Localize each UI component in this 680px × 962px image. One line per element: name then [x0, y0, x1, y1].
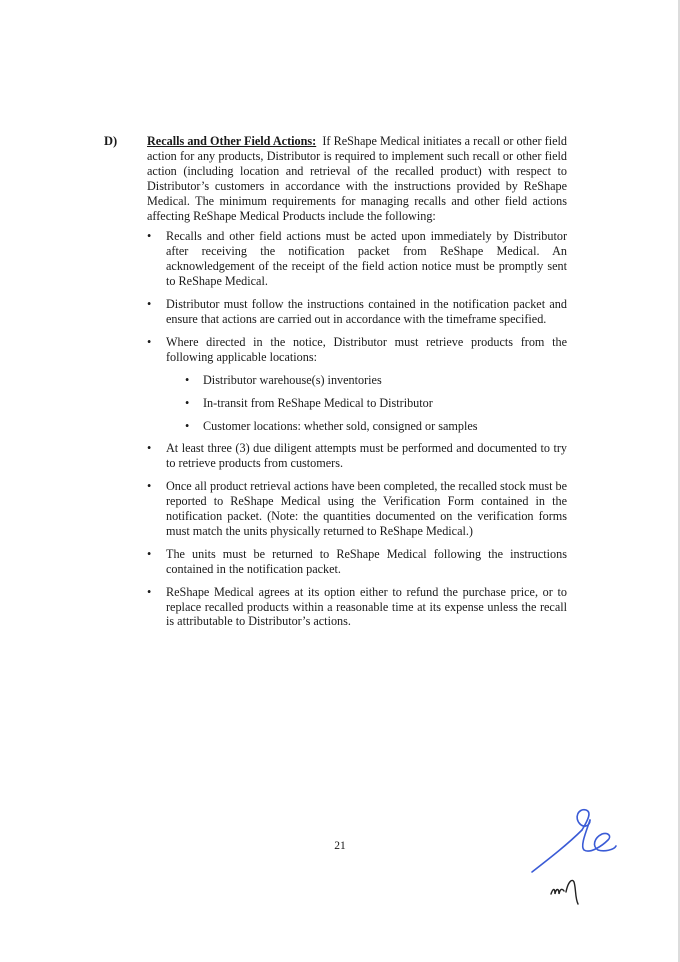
sub-list-item — [166, 419, 567, 434]
list-item — [147, 229, 567, 289]
list-item-text: Once all product retrieval actions have been completed, the recalled stock must be reported to ReShape Medical using the Verification Form contained in the notification packet. (Note: the quantities documented on the verification forms must match the units physically returned to ReShape Medical.) — [166, 479, 568, 538]
list-item-text: The units must be returned to ReShape Medical following the instructions contained in the notification packet. — [166, 546, 567, 576]
list-item — [147, 297, 567, 327]
list-item-text: ReShape Medical agrees at its option either to refund the purchase price, or to replace recalled products within a reasonable time at its expense unless the recall is attributable to Distributor’s actions. — [166, 584, 567, 629]
black-initials-signature — [548, 876, 588, 908]
section-intro-text: If ReShape Medical initiates a recall or other field action for any products, Distributor is required to implement such recall or other field action (including location and retrieval of the recalled product) with respect to Distributor’s customers in accordance with the instructions provided by ReShape Medical. The minimum requirements for managing recalls and other field actions affecting ReShape Medical Products include the following: — [147, 134, 568, 223]
section-content — [147, 134, 567, 637]
blue-initials-signature — [528, 806, 618, 876]
sub-list-item-text: Customer locations: whether sold, consigned or samples — [203, 418, 478, 433]
sub-list-item-text: Distributor warehouse(s) inventories — [203, 372, 382, 387]
list-item-text: Distributor must follow the instructions contained in the notification packet and ensure that actions are carried out in accordance with the timeframe specified. — [166, 297, 567, 326]
sub-list-item-text: In-transit from ReShape Medical to Distributor — [203, 395, 433, 410]
list-item — [147, 335, 567, 434]
list-item-text: Where directed in the notice, Distributor must retrieve products from the following applicable locations: — [166, 334, 567, 364]
bullet-icon: • — [147, 297, 152, 312]
sub-list-item — [166, 373, 567, 388]
bullet-icon: • — [185, 395, 190, 410]
bullet-icon: • — [147, 546, 152, 561]
list-item — [147, 585, 567, 630]
requirements-list — [147, 229, 567, 629]
page-number: 21 — [334, 840, 346, 852]
list-item-text: At least three (3) due diligent attempts must be performed and documented to try to retrieve products from customers. — [166, 441, 567, 471]
bullet-icon: • — [147, 441, 152, 456]
bullet-icon: • — [147, 229, 152, 244]
list-item — [147, 547, 567, 577]
section-heading: Recalls and Other Field Actions: — [147, 134, 317, 148]
list-item — [147, 441, 567, 471]
bullet-icon: • — [147, 334, 152, 349]
locations-sublist — [166, 373, 567, 434]
section-intro-paragraph — [147, 134, 567, 223]
section-letter: D) — [104, 134, 118, 148]
list-item — [147, 479, 567, 539]
list-item-text: Recalls and other field actions must be acted upon immediately by Distributor after receiving the notification packet from ReShape Medical. An acknowledgement of the receipt of the field action notice must be promptly sent to ReShape Medical. — [166, 229, 567, 289]
bullet-icon: • — [185, 418, 190, 433]
bullet-icon: • — [147, 479, 152, 494]
sub-list-item — [166, 396, 567, 411]
bullet-icon: • — [147, 584, 152, 599]
bullet-icon: • — [185, 372, 190, 387]
